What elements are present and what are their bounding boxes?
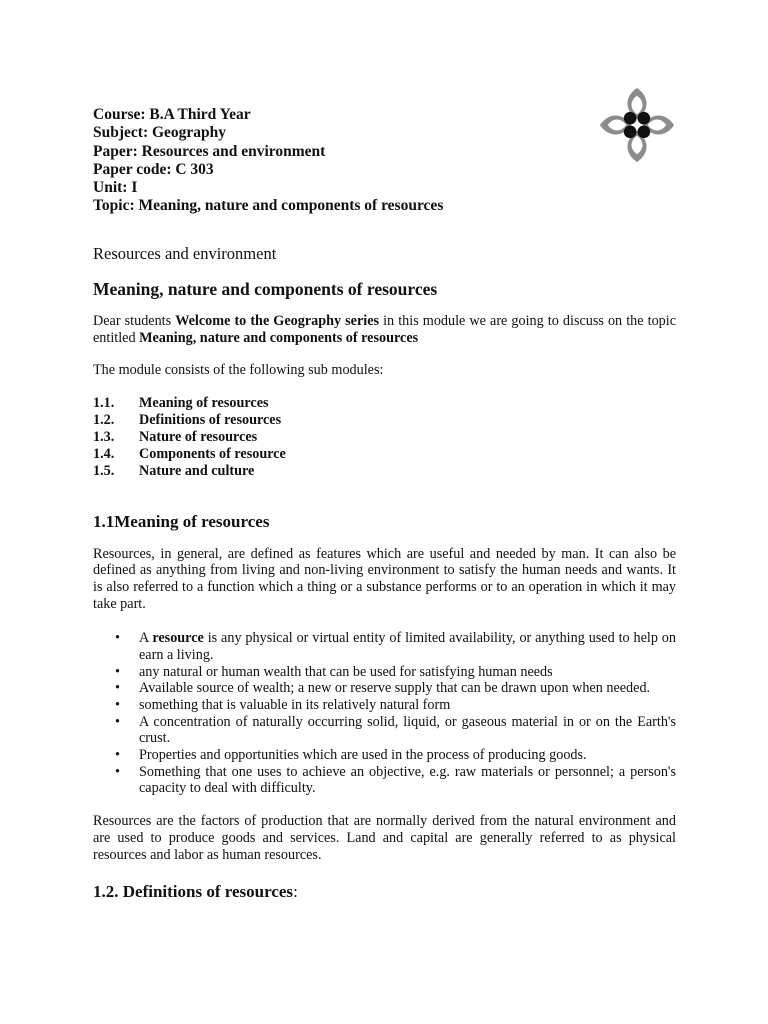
submodule-number: 1.3. (93, 428, 115, 445)
list-item (93, 463, 676, 480)
document-subtitle: Resources and environment (93, 243, 277, 263)
list-item (93, 395, 676, 412)
document-heading: Meaning, nature and components of resources (93, 278, 438, 299)
bullet-text: Available source of wealth; a new or reserve supply that can be drawn upon when needed. (139, 680, 651, 697)
bullet-icon: • (115, 747, 120, 764)
list-item (93, 429, 676, 446)
bullet-icon: • (115, 713, 120, 730)
list-item (93, 764, 676, 797)
list-item (93, 714, 676, 747)
intro-bold-1: Welcome to the Geography series (175, 312, 380, 329)
section-1-paragraph-2: Resources are the factors of production that are normally derived from the natural environment and are used to produce goods and services. Land and capital are generally referred to as physical resources and labor as human resources. (93, 813, 676, 863)
list-item (93, 412, 676, 429)
resource-bullet-list (93, 630, 676, 797)
list-item (93, 630, 676, 663)
section-1-paragraph: Resources, in general, are defined as features which are useful and needed by man. It can also be defined as anything from living and non-living environment to satisfy the human needs and wants. It is also referred to a function which a thing or a substance performs or to an operation in which it may take part. (93, 545, 676, 613)
bullet-icon: • (115, 763, 120, 780)
list-item (93, 664, 676, 681)
intro-paragraph (93, 313, 676, 347)
course-line: Course: B.A Third Year (93, 106, 251, 123)
submodule-number: 1.5. (93, 462, 115, 479)
bullet-text: Something that one uses to achieve an objective, e.g. raw materials or personnel; a person's capacity to deal with difficulty. (139, 763, 676, 797)
submodule-number: 1.4. (93, 445, 115, 462)
submodule-label: Meaning of resources (139, 394, 269, 411)
paper-code-line: Paper code: C 303 (93, 160, 214, 178)
submodule-label: Components of resource (139, 445, 286, 462)
consists-paragraph: The module consists of the following sub modules: (93, 361, 384, 378)
bullet-text: A (139, 630, 153, 647)
bullet-text: something that is valuable in its relatively natural form (139, 696, 451, 713)
submodule-label: Definitions of resources (139, 411, 282, 428)
list-item (93, 697, 676, 714)
bullet-text: is any physical or virtual entity of limited availability, or anything used to help on earn a living. (139, 630, 676, 663)
bullet-text: Properties and opportunities which are used in the process of producing goods. (139, 747, 587, 764)
section-2-heading-text: 1.2. Definitions of resources (93, 881, 294, 901)
list-item (93, 747, 676, 764)
section-2-heading-colon: : (293, 881, 298, 901)
bullet-icon: • (115, 663, 120, 680)
section-1-heading: 1.1Meaning of resources (93, 511, 270, 531)
bullet-bold: resource (152, 630, 204, 647)
submodule-number: 1.2. (93, 411, 115, 428)
submodule-label: Nature of resources (139, 428, 258, 445)
list-item (93, 680, 676, 697)
unit-line: Unit: I (93, 179, 138, 197)
subject-line: Subject: Geography (93, 124, 227, 142)
bullet-icon: • (115, 696, 120, 713)
intro-bold-2: Meaning, nature and components of resources (139, 329, 419, 346)
section-2-heading (93, 882, 676, 902)
document-page (93, 106, 676, 902)
intro-text-1: Dear students (93, 312, 176, 329)
paper-line: Paper: Resources and environment (93, 142, 326, 160)
course-meta (93, 106, 676, 216)
bullet-icon: • (115, 680, 120, 697)
submodule-list (93, 395, 676, 480)
submodule-label: Nature and culture (139, 462, 255, 479)
intro-text-2: in this module we are going to discuss on the topic entitled (93, 312, 676, 346)
bullet-text: any natural or human wealth that can be used for satisfying human needs (139, 663, 553, 680)
bullet-text: A concentration of naturally occurring solid, liquid, or gaseous material in or on the Earth's crust. (139, 713, 676, 747)
list-item (93, 446, 676, 463)
bullet-icon: • (115, 630, 120, 647)
topic-line: Topic: Meaning, nature and components of resources (93, 197, 444, 215)
submodule-number: 1.1. (93, 394, 115, 411)
